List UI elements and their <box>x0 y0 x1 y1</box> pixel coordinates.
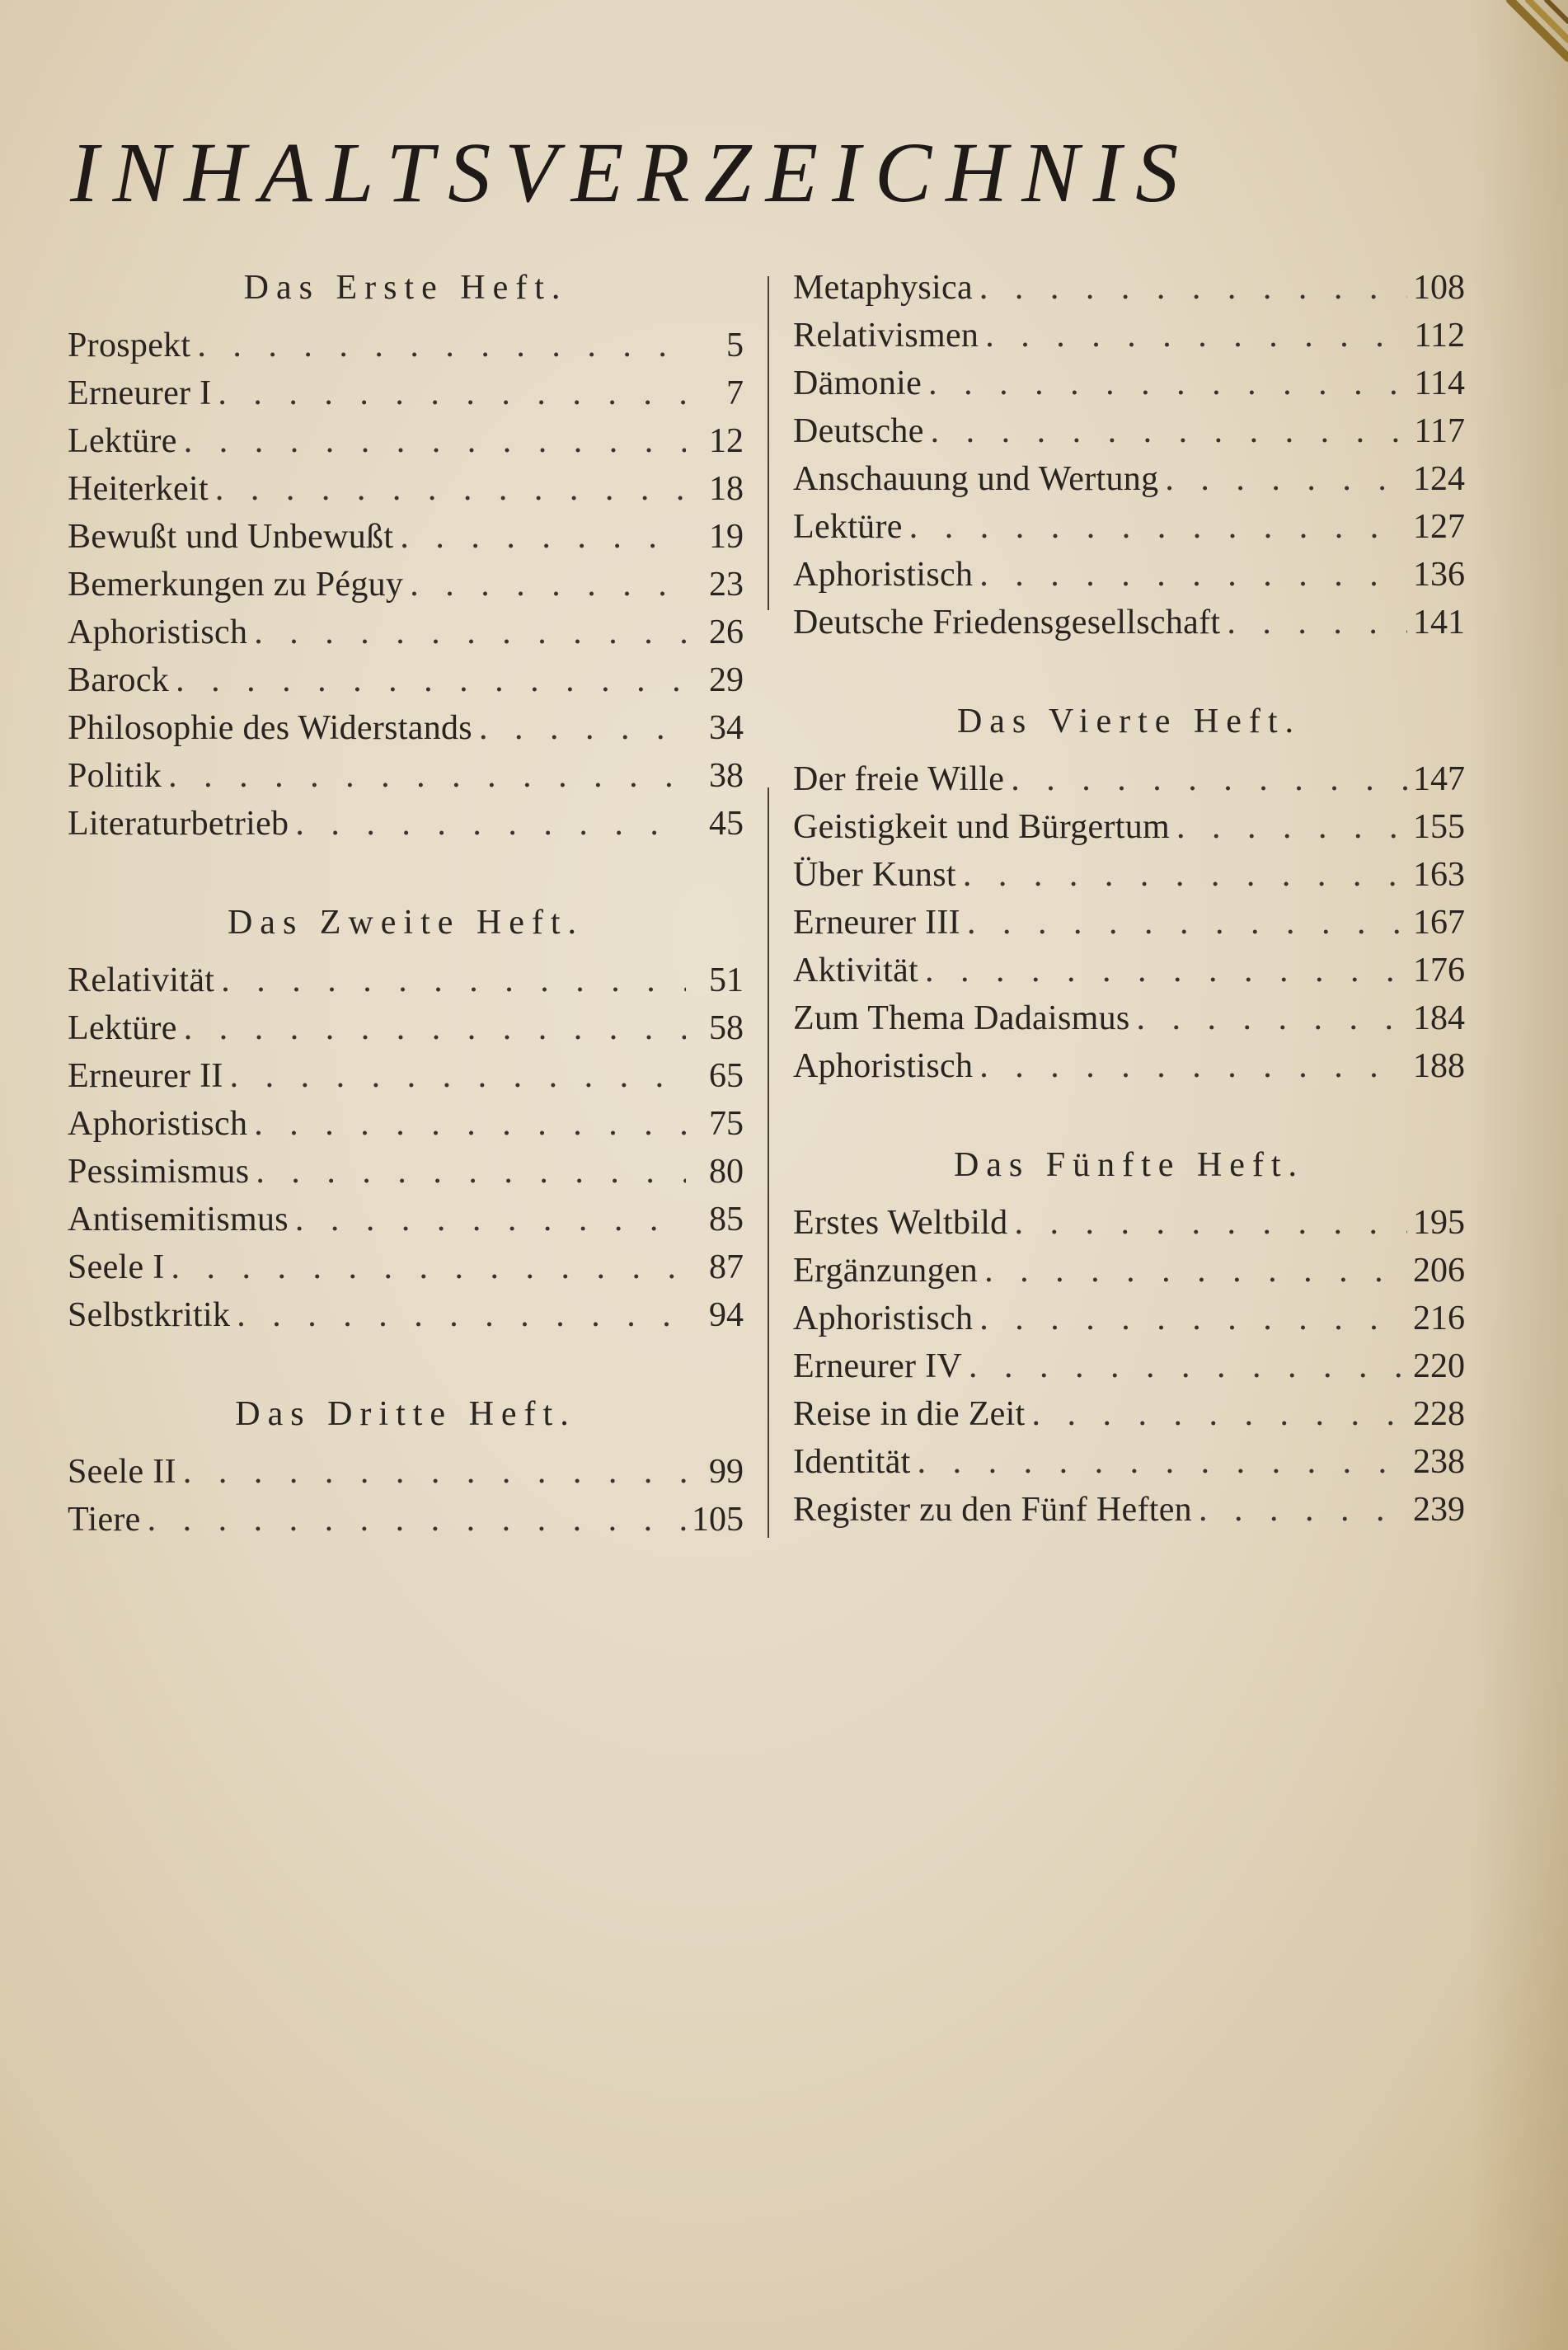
toc-entry-page: 99 <box>709 1453 744 1491</box>
toc-entry <box>68 609 744 656</box>
toc-leader-dots <box>169 656 686 704</box>
toc-entry-title: Heiterkeit <box>68 470 209 508</box>
toc-entry-title: Geistigkeit und Bürgertum <box>793 808 1171 846</box>
toc-leader-dots <box>924 407 1407 455</box>
toc-entry <box>68 1243 744 1291</box>
toc-leader-dots <box>1170 803 1407 851</box>
section-heading-erste: Das Erste Heft. <box>243 269 568 307</box>
toc-leader-dots <box>230 1291 686 1339</box>
toc-entry-page: 167 <box>1413 904 1465 942</box>
toc-entry-title: Barock <box>68 661 170 699</box>
column-divider-bottom <box>768 787 769 1538</box>
toc-leader-dots <box>911 1438 1407 1486</box>
column-divider-top <box>768 276 769 610</box>
toc-entry-page: 184 <box>1413 999 1465 1037</box>
toc-entry-page: 163 <box>1413 856 1465 894</box>
toc-entry-page: 19 <box>709 518 744 556</box>
toc-entry <box>793 599 1465 646</box>
toc-leader-dots <box>141 1496 686 1544</box>
toc-entry-page: 85 <box>709 1201 744 1238</box>
toc-entry-title: Selbstkritik <box>68 1296 231 1334</box>
toc-entry-page: 238 <box>1413 1443 1465 1481</box>
toc-entry-page: 155 <box>1413 808 1465 846</box>
toc-entry <box>793 755 1465 803</box>
toc-entry-page: 228 <box>1413 1395 1465 1433</box>
toc-entry <box>68 1496 744 1544</box>
toc-leader-dots <box>393 513 686 561</box>
toc-entry <box>793 1295 1465 1342</box>
toc-entry-page: 5 <box>726 327 744 364</box>
left-column <box>68 264 744 1544</box>
toc-entry <box>68 561 744 609</box>
toc-leader-dots <box>472 704 686 752</box>
toc-entry <box>793 503 1465 551</box>
toc-entry-title: Erneurer II <box>68 1057 223 1095</box>
toc-entry-title: Bemerkungen zu Péguy <box>68 566 404 604</box>
toc-entry-page: 51 <box>709 961 744 999</box>
toc-entry-title: Erstes Weltbild <box>793 1204 1008 1242</box>
toc-entry-title: Aphoristisch <box>68 613 248 651</box>
toc-entry <box>68 800 744 848</box>
toc-leader-dots <box>903 503 1407 551</box>
toc-leader-dots <box>403 561 686 609</box>
toc-entry <box>68 704 744 752</box>
toc-leader-dots <box>960 899 1407 947</box>
toc-entry-page: 114 <box>1414 364 1465 402</box>
toc-entry-title: Deutsche Friedensgesellschaft <box>793 604 1221 642</box>
toc-leader-dots <box>956 851 1407 899</box>
toc-entry-title: Identität <box>793 1443 911 1481</box>
toc-entry-page: 12 <box>709 422 744 460</box>
toc-entry <box>793 899 1465 947</box>
toc-entry-page: 127 <box>1413 508 1465 546</box>
toc-leader-dots <box>223 1052 686 1100</box>
toc-entry-title: Aphoristisch <box>68 1105 248 1143</box>
toc-entry <box>793 994 1465 1042</box>
toc-entry-title: Lektüre <box>793 508 903 546</box>
toc-leader-dots <box>918 947 1407 994</box>
toc-entry-page: 75 <box>709 1105 744 1143</box>
toc-entry <box>793 1042 1465 1090</box>
toc-entry-title: Relativismen <box>793 317 979 355</box>
toc-entry-title: Erneurer I <box>68 374 212 412</box>
toc-leader-dots <box>922 360 1407 407</box>
section-heading-vierte: Das Vierte Heft. <box>956 703 1302 740</box>
toc-entry-page: 34 <box>709 709 744 747</box>
toc-entry <box>793 1486 1465 1534</box>
toc-entry-title: Seele II <box>68 1453 176 1491</box>
toc-entry-page: 105 <box>692 1501 744 1539</box>
toc-entry-page: 65 <box>709 1057 744 1095</box>
toc-entry-page: 136 <box>1413 556 1465 594</box>
toc-leader-dots <box>1007 1199 1407 1247</box>
toc-entry-title: Aktivität <box>793 952 919 989</box>
toc-leader-dots <box>1220 599 1407 646</box>
toc-entry-title: Prospekt <box>68 327 191 364</box>
toc-entry-page: 108 <box>1413 269 1465 307</box>
toc-entry <box>68 513 744 561</box>
toc-entry-page: 124 <box>1413 460 1465 498</box>
toc-entry <box>68 656 744 704</box>
page-title: INHALTSVERZEICHNIS <box>70 125 1193 220</box>
toc-entry <box>68 1291 744 1339</box>
toc-leader-dots <box>289 1196 686 1243</box>
toc-entry-title: Aphoristisch <box>793 1047 974 1085</box>
toc-entry-page: 87 <box>709 1248 744 1286</box>
toc-entry <box>68 1196 744 1243</box>
toc-leader-dots <box>211 369 686 417</box>
toc-leader-dots <box>162 752 686 800</box>
toc-entry <box>793 1342 1465 1390</box>
toc-entry-title: Über Kunst <box>793 856 956 894</box>
toc-entry-page: 117 <box>1414 412 1465 450</box>
toc-entry-page: 18 <box>709 470 744 508</box>
toc-entry-title: Pessimismus <box>68 1153 250 1191</box>
toc-entry-title: Politik <box>68 757 162 795</box>
toc-entry <box>68 1100 744 1148</box>
toc-entry <box>793 1438 1465 1486</box>
toc-entry <box>793 551 1465 599</box>
toc-leader-dots <box>979 312 1407 360</box>
toc-entry-page: 29 <box>709 661 744 699</box>
toc-leader-dots <box>973 551 1407 599</box>
toc-entry <box>68 322 744 369</box>
toc-entry-title: Seele I <box>68 1248 165 1286</box>
toc-entry-title: Lektüre <box>68 1009 177 1047</box>
toc-leader-dots <box>177 1004 686 1052</box>
toc-entry-title: Antisemitismus <box>68 1201 289 1238</box>
toc-leader-dots <box>289 800 686 848</box>
toc-entry-page: 7 <box>726 374 744 412</box>
toc-leader-dots <box>973 1295 1407 1342</box>
toc-entry-title: Bewußt und Unbewußt <box>68 518 394 556</box>
toc-entry <box>793 947 1465 994</box>
toc-leader-dots <box>177 417 686 465</box>
section-heading-fuenfte: Das Fünfte Heft. <box>953 1146 1305 1184</box>
toc-entry <box>68 1004 744 1052</box>
toc-entry <box>68 465 744 513</box>
toc-entry <box>793 312 1465 360</box>
toc-entry <box>68 417 744 465</box>
toc-leader-dots <box>190 322 686 369</box>
toc-entry-page: 195 <box>1413 1204 1465 1242</box>
section-heading-zweite: Das Zweite Heft. <box>227 904 584 942</box>
toc-leader-dots <box>165 1243 686 1291</box>
toc-entry-title: Der freie Wille <box>793 760 1005 798</box>
toc-entry <box>68 1448 744 1496</box>
toc-entry-page: 176 <box>1413 952 1465 989</box>
toc-leader-dots <box>247 1100 686 1148</box>
toc-entry-title: Dämonie <box>793 364 922 402</box>
toc-entry-title: Erneurer III <box>793 904 960 942</box>
toc-entry-page: 94 <box>709 1296 744 1334</box>
toc-entry-page: 206 <box>1413 1252 1465 1290</box>
toc-leader-dots <box>1130 994 1407 1042</box>
toc-leader-dots <box>1026 1390 1407 1438</box>
toc-leader-dots <box>209 465 686 513</box>
toc-entry-page: 216 <box>1413 1300 1465 1337</box>
toc-entry <box>793 360 1465 407</box>
toc-entry-title: Register zu den Fünf Heften <box>793 1491 1192 1529</box>
toc-entry-title: Literaturbetrieb <box>68 805 289 843</box>
toc-entry-page: 188 <box>1413 1047 1465 1085</box>
toc-entry <box>793 407 1465 455</box>
toc-entry-page: 45 <box>709 805 744 843</box>
toc-entry-title: Anschauung und Wertung <box>793 460 1159 498</box>
toc-entry-title: Philosophie des Widerstands <box>68 709 472 747</box>
toc-entry <box>68 956 744 1004</box>
toc-entry-title: Zum Thema Dadaismus <box>793 999 1130 1037</box>
toc-entry <box>793 264 1465 312</box>
toc-entry-page: 38 <box>709 757 744 795</box>
toc-leader-dots <box>249 1148 686 1196</box>
toc-entry <box>793 1247 1465 1295</box>
toc-entry-page: 239 <box>1413 1491 1465 1529</box>
toc-leader-dots <box>1192 1486 1407 1534</box>
toc-entry-page: 141 <box>1413 604 1465 642</box>
toc-entry <box>793 851 1465 899</box>
toc-leader-dots <box>214 956 686 1004</box>
toc-entry-page: 26 <box>709 613 744 651</box>
toc-entry <box>793 1390 1465 1438</box>
toc-entry-title: Relativität <box>68 961 215 999</box>
toc-leader-dots <box>1004 755 1407 803</box>
toc-entry <box>68 1148 744 1196</box>
toc-entry <box>68 752 744 800</box>
toc-leader-dots <box>973 1042 1407 1090</box>
page-edge-shadow <box>1469 0 1568 2350</box>
toc-entry <box>793 803 1465 851</box>
section-heading-dritte: Das Dritte Heft. <box>235 1395 576 1433</box>
toc-leader-dots <box>962 1342 1407 1390</box>
toc-leader-dots <box>973 264 1407 312</box>
toc-entry-title: Reise in die Zeit <box>793 1395 1026 1433</box>
toc-entry-title: Metaphysica <box>793 269 973 307</box>
toc-leader-dots <box>247 609 686 656</box>
toc-entry-title: Tiere <box>68 1501 141 1539</box>
toc-entry-page: 58 <box>709 1009 744 1047</box>
toc-entry-title: Ergänzungen <box>793 1252 979 1290</box>
toc-entry-title: Lektüre <box>68 422 177 460</box>
paper-clip-icon <box>1477 0 1568 91</box>
toc-entry <box>68 1052 744 1100</box>
toc-entry-title: Deutsche <box>793 412 924 450</box>
toc-entry-title: Aphoristisch <box>793 556 974 594</box>
toc-leader-dots <box>978 1247 1407 1295</box>
toc-leader-dots <box>1158 455 1407 503</box>
toc-entry-page: 23 <box>709 566 744 604</box>
toc-leader-dots <box>176 1448 686 1496</box>
toc-entry-title: Aphoristisch <box>793 1300 974 1337</box>
toc-entry <box>793 455 1465 503</box>
toc-entry-page: 147 <box>1413 760 1465 798</box>
toc-entry-page: 112 <box>1414 317 1465 355</box>
toc-entry <box>68 369 744 417</box>
toc-entry-page: 220 <box>1413 1347 1465 1385</box>
toc-entry-title: Erneurer IV <box>793 1347 963 1385</box>
right-column <box>793 264 1465 1534</box>
toc-entry-page: 80 <box>709 1153 744 1191</box>
toc-entry <box>793 1199 1465 1247</box>
